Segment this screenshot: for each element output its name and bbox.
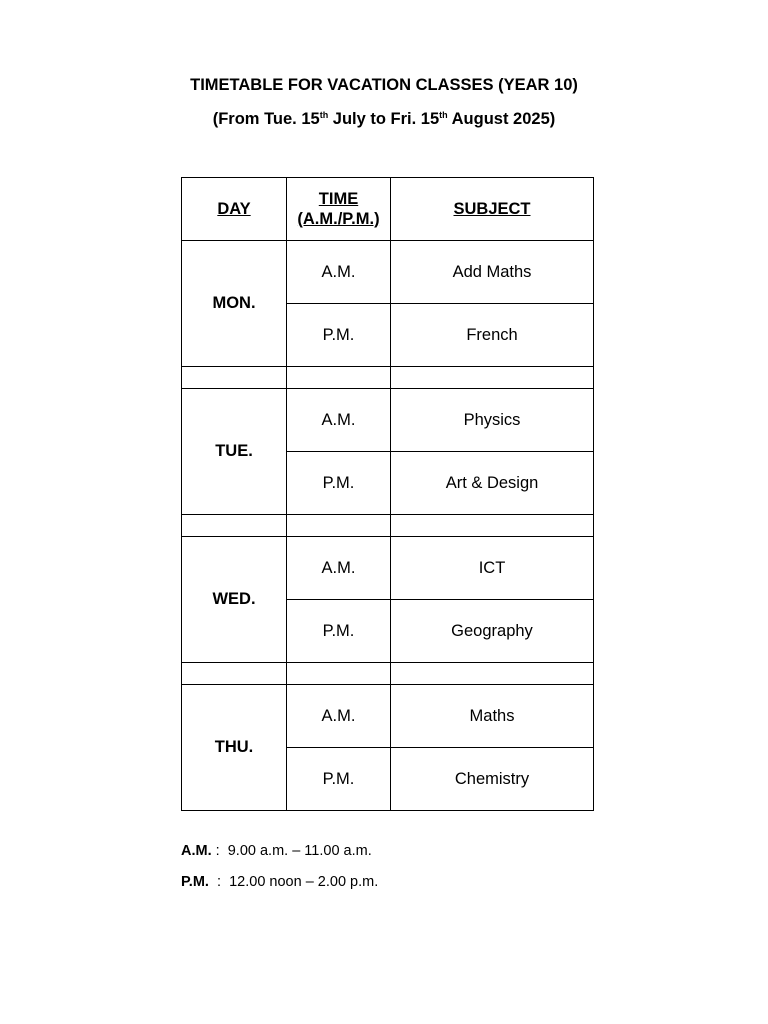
date-range-part-3: August 2025) xyxy=(447,110,556,128)
pm-time-key xyxy=(181,873,378,891)
header-time-line2: (A.M./P.M.) xyxy=(297,210,380,228)
subject-cell: Physics xyxy=(391,389,594,452)
header-time xyxy=(287,178,391,241)
day-cell: TUE. xyxy=(182,389,287,515)
subject-cell: ICT xyxy=(391,537,594,600)
document-title: TIMETABLE FOR VACATION CLASSES (YEAR 10) xyxy=(190,76,578,94)
am-key-label: A.M. xyxy=(181,843,212,859)
date-range-part-2: July to Fri. 15 xyxy=(328,110,440,128)
time-cell: A.M. xyxy=(287,389,391,452)
table-row xyxy=(182,241,594,304)
subject-cell: Art & Design xyxy=(391,452,594,515)
table-row xyxy=(182,685,594,748)
ordinal-suffix-2: th xyxy=(439,110,448,120)
spacer-row xyxy=(182,663,594,685)
timetable xyxy=(181,177,594,811)
table-row xyxy=(182,537,594,600)
ordinal-suffix-1: th xyxy=(319,110,329,120)
subject-cell: Maths xyxy=(391,685,594,748)
header-time-line1: TIME xyxy=(318,190,359,208)
time-cell: A.M. xyxy=(287,241,391,304)
subject-cell: Geography xyxy=(391,600,594,663)
day-cell: MON. xyxy=(182,241,287,367)
time-cell: A.M. xyxy=(287,537,391,600)
spacer-row xyxy=(182,515,594,537)
time-cell: P.M. xyxy=(287,304,391,367)
table-row xyxy=(182,389,594,452)
spacer-row xyxy=(182,367,594,389)
pm-key-label: P.M. xyxy=(181,874,209,890)
subject-cell: Chemistry xyxy=(391,748,594,811)
date-range-part-1: (From Tue. 15 xyxy=(212,110,320,128)
day-cell: THU. xyxy=(182,685,287,811)
pm-key-separator: : xyxy=(208,874,230,890)
am-key-separator: : xyxy=(211,843,228,859)
subject-cell: French xyxy=(391,304,594,367)
am-key-value: 9.00 a.m. – 11.00 a.m. xyxy=(227,843,372,859)
table-header-row xyxy=(182,178,594,241)
header-day: DAY xyxy=(182,178,287,241)
header-subject: SUBJECT xyxy=(391,178,594,241)
pm-key-value: 12.00 noon – 2.00 p.m. xyxy=(229,874,379,890)
day-cell: WED. xyxy=(182,537,287,663)
time-cell: P.M. xyxy=(287,600,391,663)
time-cell: P.M. xyxy=(287,748,391,811)
time-cell: A.M. xyxy=(287,685,391,748)
subject-cell: Add Maths xyxy=(391,241,594,304)
time-cell: P.M. xyxy=(287,452,391,515)
date-range-subtitle xyxy=(0,109,768,129)
am-time-key xyxy=(181,842,372,860)
